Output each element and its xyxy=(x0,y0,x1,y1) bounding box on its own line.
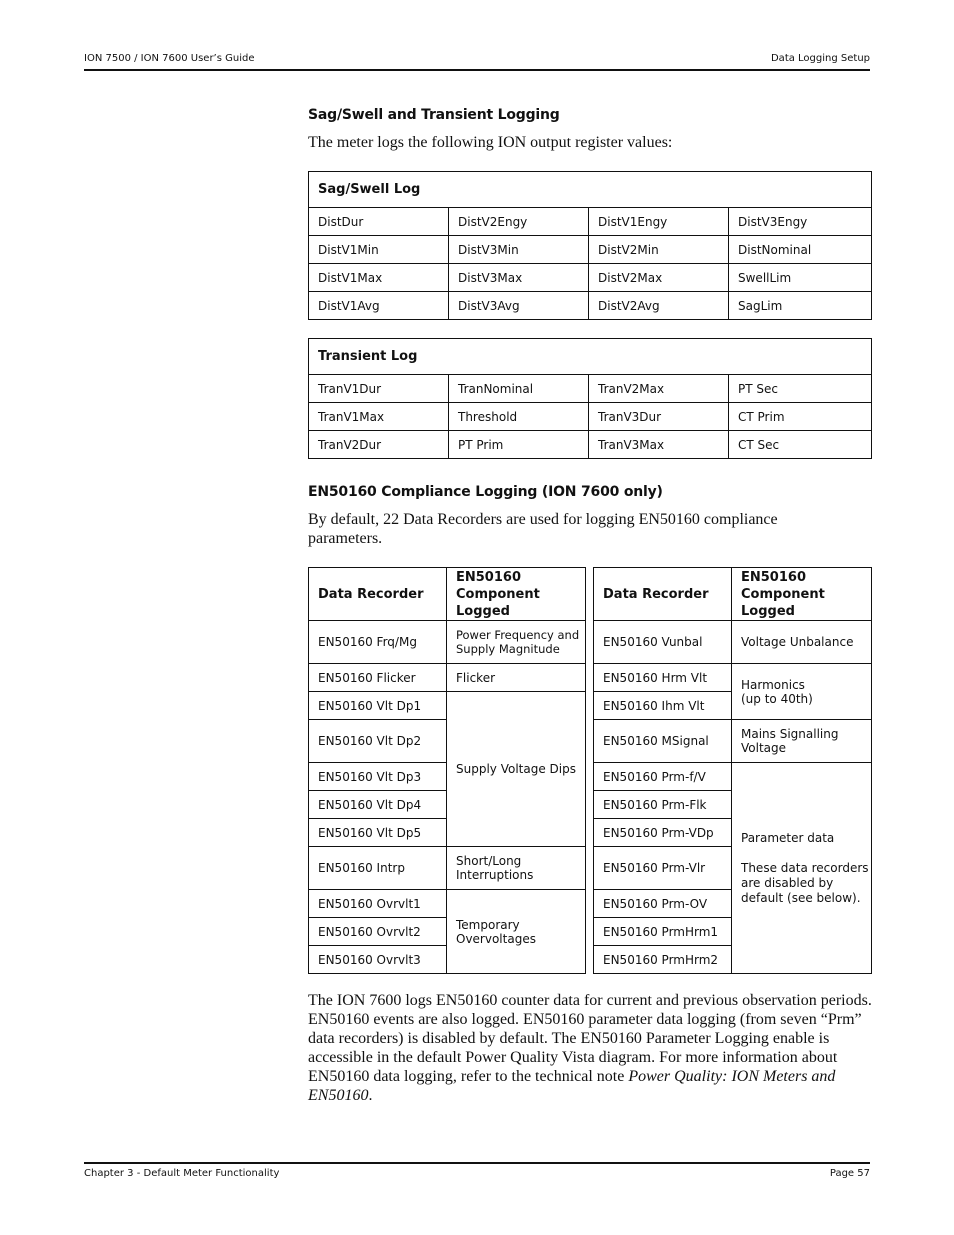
table-cell: SagLim xyxy=(729,292,872,320)
recorder-name: EN50160 PrmHrm2 xyxy=(594,946,732,974)
section-heading-sag-swell: Sag/Swell and Transient Logging xyxy=(308,107,560,123)
table-row xyxy=(309,375,872,403)
table-cell: SwellLim xyxy=(729,264,872,292)
table-row xyxy=(309,431,872,459)
recorder-name: EN50160 Ovrvlt1 xyxy=(309,890,447,918)
component-logged: Short/Long Interruptions xyxy=(447,847,586,890)
column-header-component: EN50160 Component Logged xyxy=(447,568,586,621)
component-logged: Harmonics (up to 40th) xyxy=(732,664,872,720)
table-title: Sag/Swell Log xyxy=(309,172,872,208)
running-header-section: Data Logging Setup xyxy=(770,53,870,64)
page-number: Page 57 xyxy=(829,1168,870,1179)
technical-note-reference: Power Quality: ION Meters and EN50160 xyxy=(308,1068,836,1104)
table-cell: DistV1Engy xyxy=(589,208,729,236)
table-cell: DistV3Avg xyxy=(449,292,589,320)
table-cell: DistV3Engy xyxy=(729,208,872,236)
table-cell: TranV1Max xyxy=(309,403,449,431)
table-cell: TranV1Dur xyxy=(309,375,449,403)
table-cell: TranV2Dur xyxy=(309,431,449,459)
recorder-name: EN50160 Prm-f/V xyxy=(594,763,732,791)
table-row xyxy=(309,664,586,692)
column-header-data-recorder: Data Recorder xyxy=(594,568,732,621)
table-header-row xyxy=(309,568,586,621)
recorder-name: EN50160 Prm-Flk xyxy=(594,791,732,819)
table-row xyxy=(594,664,872,692)
component-logged xyxy=(732,763,872,974)
table-cell: PT Prim xyxy=(449,431,589,459)
closing-paragraph: The ION 7600 logs EN50160 counter data for current and previous observation periods. EN50160 events are also logged. EN50160 parameter data logging (from seven “Prm” data recorders) is disabled by default. The EN50160 Parameter Logging enable is accessible in the default Power Quality Vista diagram. For more information about EN50160 data logging, refer to the technical note Power Quality: ION Meters and EN50160. xyxy=(308,992,872,1104)
recorder-name: EN50160 Intrp xyxy=(309,847,447,890)
recorder-name: EN50160 Ovrvlt2 xyxy=(309,918,447,946)
en50160-recorders-table-right xyxy=(593,567,872,974)
table-cell: TranV2Max xyxy=(589,375,729,403)
table-row xyxy=(309,692,586,720)
table-cell: CT Sec xyxy=(729,431,872,459)
recorder-name: EN50160 Ihm Vlt xyxy=(594,692,732,720)
running-header-title: ION 7500 / ION 7600 User’s Guide xyxy=(84,53,255,64)
table-cell: DistV1Avg xyxy=(309,292,449,320)
parameter-data-label: Parameter data xyxy=(741,830,835,845)
table-cell: TranV3Max xyxy=(589,431,729,459)
recorder-name: EN50160 Vlt Dp1 xyxy=(309,692,447,720)
section-intro-sag-swell: The meter logs the following ION output register values: xyxy=(308,134,673,151)
table-row xyxy=(309,621,586,664)
table-title: Transient Log xyxy=(309,339,872,375)
recorder-name: EN50160 Prm-VDp xyxy=(594,819,732,847)
component-logged: Supply Voltage Dips xyxy=(447,692,586,847)
table-row xyxy=(309,292,872,320)
recorder-name: EN50160 Vlt Dp2 xyxy=(309,720,447,763)
recorder-name: EN50160 Vlt Dp5 xyxy=(309,819,447,847)
transient-log-table xyxy=(308,338,872,459)
header-rule xyxy=(84,69,870,71)
table-row xyxy=(309,208,872,236)
table-row xyxy=(309,847,586,890)
table-cell: DistV2Min xyxy=(589,236,729,264)
recorder-name: EN50160 Vlt Dp4 xyxy=(309,791,447,819)
table-cell: DistV3Max xyxy=(449,264,589,292)
table-cell: DistV1Max xyxy=(309,264,449,292)
table-cell: DistV1Min xyxy=(309,236,449,264)
table-cell: TranNominal xyxy=(449,375,589,403)
table-cell: PT Sec xyxy=(729,375,872,403)
section-intro-en50160: By default, 22 Data Recorders are used for logging EN50160 compliance parameters. xyxy=(308,511,778,547)
table-row xyxy=(309,264,872,292)
table-cell: DistV2Avg xyxy=(589,292,729,320)
component-logged: Voltage Unbalance xyxy=(732,621,872,664)
table-row xyxy=(309,236,872,264)
recorder-name: EN50160 Hrm Vlt xyxy=(594,664,732,692)
table-cell: DistV2Max xyxy=(589,264,729,292)
table-cell: TranV3Dur xyxy=(589,403,729,431)
table-cell: DistV3Min xyxy=(449,236,589,264)
recorder-name: EN50160 Prm-OV xyxy=(594,890,732,918)
table-cell: DistNominal xyxy=(729,236,872,264)
table-header-row xyxy=(594,568,872,621)
recorder-name: EN50160 Ovrvlt3 xyxy=(309,946,447,974)
recorder-name: EN50160 Frq/Mg xyxy=(309,621,447,664)
recorder-name: EN50160 Vunbal xyxy=(594,621,732,664)
component-logged: Mains Signalling Voltage xyxy=(732,720,872,763)
component-logged: Temporary Overvoltages xyxy=(447,890,586,974)
table-cell: Threshold xyxy=(449,403,589,431)
table-row xyxy=(309,890,586,918)
table-row xyxy=(594,763,872,791)
table-cell: DistDur xyxy=(309,208,449,236)
column-header-component: EN50160 Component Logged xyxy=(732,568,872,621)
table-cell: CT Prim xyxy=(729,403,872,431)
footer-rule xyxy=(84,1162,870,1164)
running-footer-chapter: Chapter 3 - Default Meter Functionality xyxy=(84,1168,280,1179)
en50160-recorders-table-left xyxy=(308,567,586,974)
recorder-name: EN50160 Vlt Dp3 xyxy=(309,763,447,791)
section-heading-en50160: EN50160 Compliance Logging (ION 7600 only) xyxy=(308,484,663,500)
column-header-data-recorder: Data Recorder xyxy=(309,568,447,621)
table-row xyxy=(309,403,872,431)
table-row xyxy=(594,621,872,664)
recorder-name: EN50160 MSignal xyxy=(594,720,732,763)
table-row xyxy=(594,720,872,763)
sag-swell-log-table xyxy=(308,171,872,320)
component-logged: Flicker xyxy=(447,664,586,692)
recorder-name: EN50160 Prm-Vlr xyxy=(594,847,732,890)
table-cell: DistV2Engy xyxy=(449,208,589,236)
recorder-name: EN50160 PrmHrm1 xyxy=(594,918,732,946)
recorder-name: EN50160 Flicker xyxy=(309,664,447,692)
component-logged: Power Frequency and Supply Magnitude xyxy=(447,621,586,664)
parameter-data-note: These data recorders are disabled by default (see below). xyxy=(741,860,869,905)
